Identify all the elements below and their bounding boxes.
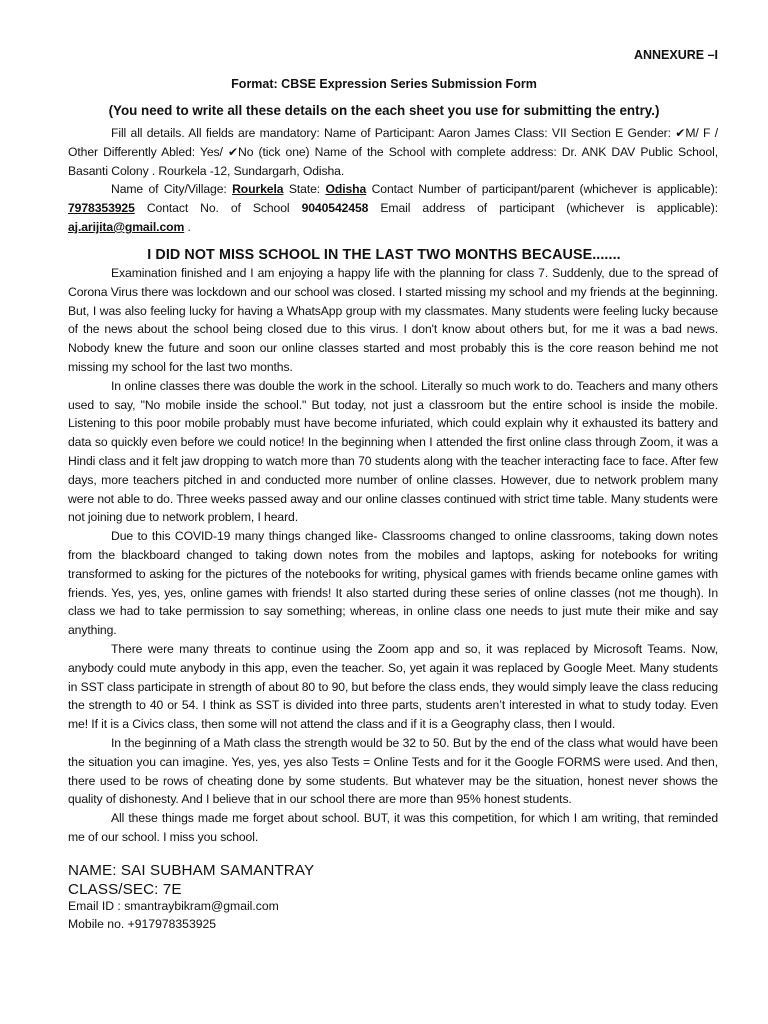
email-value: aj.arijita@gmail.com	[68, 219, 185, 234]
signature-email: Email ID : smantraybikram@gmail.com	[68, 899, 279, 913]
essay-paragraph: In the beginning of a Math class the strength would be 32 to 50. But by the end of the class what would have been the situation you can imagine. Yes, yes, yes also Tests = Online Tests and for it the Google FORMS were used. And then, there used to be rows of cheating done by some students. But whatever may be the situation, honest never shows the quality of dishonesty. And I believe that in our school there are more than 95% honest students.	[68, 735, 718, 807]
city-label: Name of City/Village:	[111, 182, 227, 197]
contact-value: 7978353925	[68, 201, 135, 216]
signature-mobile: Mobile no. +917978353925	[68, 917, 217, 931]
essay-paragraph: Examination finished and I am enjoying a happy life with the planning for class 7. Suddenly, due to the spread of Corona Virus there was lockdown and our school was closed. I started missing my school and my friends at the beginning. But, I was also feeling lucky for having a WhatsApp group with my classmates. Many students were feeling lucky because of the news about the school being closed due to this virus. I don't know about others but, for me it was a bad news. Nobody knew the future and soon our online classes started and most probably this is the core reason behind me not missing my school for the last two months.	[68, 266, 718, 374]
state-label: State:	[288, 182, 321, 197]
signature-name: NAME: SAI SUBHAM SAMANTRAY	[68, 862, 315, 879]
participant-details	[68, 124, 718, 237]
essay-paragraph: In online classes there was double the work in the school. Literally so much work to do. Teachers and many others used to say, "No mobile inside the school." But today, not just a classroom but the entire school is inside the mobile. Listening to this poor mobile probably must have become infuriated, which could explain why it exhausted its battery and data so quickly even before we could notice! In the beginning when I attended the first online class through Zoom, it was a Hindi class and it felt jaw dropping to watch more than 70 students along with the teacher interacting face to face. After few days, more teachers pitched in and conducted more number of online classes. However, due to network problem many were not able to do. Three weeks passed away and our online classes continued with strict time table. Many students were not joining due to network problem, I heard.	[68, 378, 718, 525]
details-intro: Fill all details. All fields are mandatory: Name of Participant: Aaron James Class: VII Section E Gender: ✔M/ F / Other Differently Abled: Yes/ ✔No (tick one) Name of the School with complete address: Dr. ANK DAV Public School, Basanti Colony . Rourkela -12, Sundargarh, Odisha.	[68, 126, 718, 178]
state-value: Odisha	[325, 182, 367, 197]
signature-class: CLASS/SEC: 7E	[68, 881, 182, 898]
annexure-label: ANNEXURE –I	[633, 48, 718, 62]
email-label: Email address of participant (whichever is applicable):	[380, 201, 718, 216]
format-title: Format: CBSE Expression Series Submission Form	[231, 77, 537, 91]
essay-paragraph: All these things made me forget about school. BUT, it was this competition, for which I am writing, that reminded me of our school. I miss you school.	[68, 811, 718, 844]
essay-title: I DID NOT MISS SCHOOL IN THE LAST TWO MONTHS BECAUSE.......	[147, 247, 621, 263]
contact-label: Contact Number of participant/parent (whichever is applicable):	[371, 182, 718, 197]
instruction-line: (You need to write all these details on the each sheet you use for submitting the entry.)	[108, 103, 660, 118]
email-suffix: .	[184, 219, 191, 234]
essay-body	[68, 264, 718, 847]
details-contact	[68, 180, 718, 236]
school-contact-value: 9040542458	[301, 201, 369, 216]
city-value: Rourkela	[232, 182, 284, 197]
essay-paragraph: There were many threats to continue using the Zoom app and so, it was replaced by Microsoft Teams. Now, anybody could mute anybody in this app, even the teacher. So, yet again it was replaced by Google Meet. Many students in SST class participate in strength of about 80 to 90, but before the class ends, they would simply leave the class reducing the strength to 40 or 54. I think as SST is divided into three parts, students aren’t interested in what to study today. Even me! If it is a Civics class, then some will not attend the class and if it is a Geography class, then I would.	[68, 641, 718, 732]
school-contact-label: Contact No. of School	[146, 201, 290, 216]
essay-paragraph: Due to this COVID-19 many things changed like- Classrooms changed to online classrooms, taking down notes from the blackboard changed to taking down notes from the mobiles and laptops, asking for notebooks for writing transformed to asking for the pictures of the notebooks for writing, physical games with friends became online games with friends. Yes, yes, yes, online games with friends! It also started during these series of online classes (not me though). In class we had to take permission to say something; whereas, in online class one needs to just mute their mike and say anything.	[68, 529, 718, 638]
